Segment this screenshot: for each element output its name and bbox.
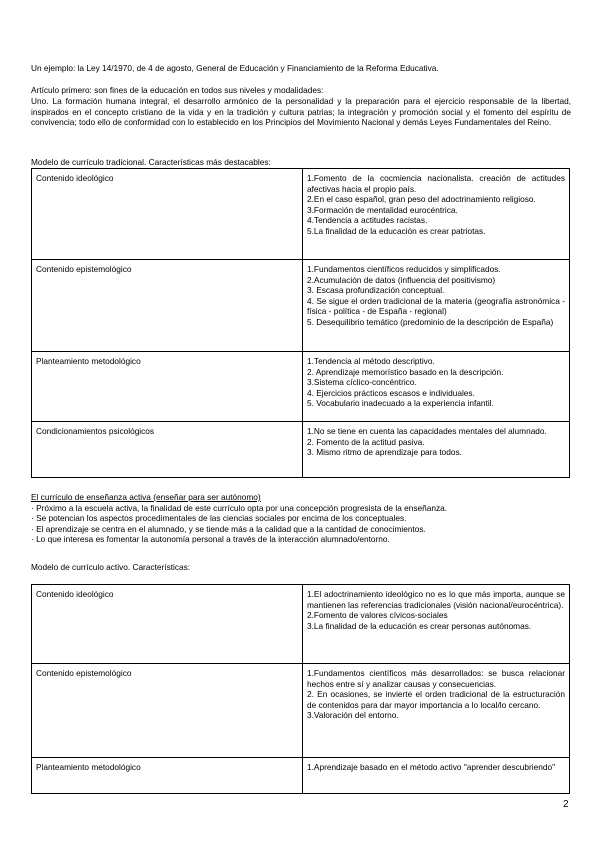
list-item: 2. Fomento de la actitud pasiva.	[307, 436, 425, 447]
bullet-item: · Próximo a la escuela activa, la finalidad de este currículo opta por una concepción progresista de la enseñanza.	[31, 502, 448, 513]
article-title: Artículo primero: son fines de la educación en todos sus niveles y modalidades:	[31, 85, 324, 95]
table-row	[32, 422, 570, 478]
bullet-item: · Se potencian los aspectos procedimentales de las ciencias sociales por encima de los conceptuales.	[31, 513, 407, 524]
list-item: 1.El adoctrinamiento ideológico no es lo que más importa, aunque se mantienen las referencias tradicionales (visión nacional/eurocéntrica).	[307, 589, 565, 610]
list-item: 1.Fundamentos científicos más desarrollados: se busca relacionar hechos entre sí y analizar causas y consecuencias.	[307, 668, 565, 689]
row-label: Contenido epistemológico	[32, 260, 303, 352]
list-item: 3.Formación de mentalidad eurocéntrica.	[307, 204, 458, 215]
list-item: 3.La finalidad de la educación es crear personas autónomas.	[307, 620, 532, 631]
list-item: 2.En el caso español, gran peso del adoctrinamiento religioso.	[307, 194, 536, 205]
list-item: 3.Sistema cíclico-concéntrico.	[307, 377, 417, 388]
row-values	[303, 352, 570, 422]
row-label: Planteamiento metodológico	[32, 758, 303, 794]
list-item: 1.Fundamentos científicos reducidos y simplificados.	[307, 264, 501, 274]
list-item: 1.Aprendizaje basado en el método activo "aprender descubriendo"	[307, 762, 556, 772]
active-model-table	[31, 584, 570, 794]
table-row	[32, 352, 570, 422]
table-row	[32, 585, 570, 664]
list-item: 2.Fomento de valores cívicos-sociales	[307, 610, 448, 621]
active-curriculum-title: El currículo de enseñanza activa (enseñar para ser autónomo)	[31, 492, 261, 502]
list-item: 1.Tendencia al método descriptivo.	[307, 356, 435, 366]
traditional-model-title: Modelo de currículo tradicional. Características más destacables:	[31, 157, 271, 167]
list-item: 5. Vocabulario inadecuado a la experiencia infantil.	[307, 398, 494, 409]
row-label: Planteamiento metodológico	[32, 352, 303, 422]
row-values	[303, 758, 570, 794]
bullet-item: · El aprendizaje se centra en el alumnado, y se tiende más a la calidad que a la cantidad de conocimientos.	[31, 523, 426, 534]
active-curriculum-section	[31, 492, 571, 545]
row-values	[303, 422, 570, 478]
list-item: 3.Valoración del entorno.	[307, 710, 399, 721]
table-row	[32, 664, 570, 758]
row-values	[303, 169, 570, 260]
table-row	[32, 169, 570, 260]
list-item: 3. Mismo ritmo de aprendizaje para todos.	[307, 447, 462, 458]
list-item: 3. Escasa profundización conceptual.	[307, 285, 445, 296]
bullet-item: · Lo que interesa es fomentar la autonomía personal a través de la interacción alumnado/entorno.	[31, 534, 390, 545]
list-item: 2. En ocasiones, se invierte el orden tradicional de la estructuración de contenidos para dar mayor importancia a lo local/lo cercano.	[307, 689, 565, 710]
list-item: 1.Fomento de la cocmiencia nacionalista. creación de actitudes afectivas hacia el propio país.	[307, 173, 565, 194]
page-number: 2	[563, 799, 569, 810]
row-values	[303, 664, 570, 758]
list-item: 5. Desequilibrio temático (predominio de la descripción de España)	[307, 316, 554, 327]
row-label: Contenido ideológico	[32, 169, 303, 260]
intro-text: Un ejemplo: la Ley 14/1970, de 4 de agosto, General de Educación y Financiamiento de la Reforma Educativa.	[31, 63, 439, 73]
table-row	[32, 260, 570, 352]
row-values	[303, 260, 570, 352]
active-model-title: Modelo de currículo activo. Características:	[31, 562, 191, 572]
traditional-model-table	[31, 168, 570, 478]
list-item: 2. Aprendizaje memorístico basado en la descripción.	[307, 366, 504, 377]
row-label: Condicionamientos psicológicos	[32, 422, 303, 478]
row-values	[303, 585, 570, 664]
list-item: 1.No se tiene en cuenta las capacidades mentales del alumnado.	[307, 426, 547, 436]
list-item: 2.Acumulación de datos (influencia del positivismo)	[307, 274, 496, 285]
article-text: Uno. La formación humana integral, el desarrollo armónico de la personalidad y la preparación para el ejercicio responsable de la libertad, inspirados en el concepto cristiano de la vida y en la tradición y cultura patrias; la integración y promoción social y el fomento del espíritu de convivencia; todo ello de conformidad con lo establecido en los Principios del Movimiento Nacional y demás Leyes Fundamentales del Reino.	[31, 96, 571, 128]
row-label: Contenido ideológico	[32, 585, 303, 664]
list-item: 4. Ejercicios prácticos escasos e individuales.	[307, 387, 475, 398]
list-item: 4.Tendencia a actitudes racistas.	[307, 215, 428, 226]
table-row	[32, 758, 570, 794]
list-item: 4. Se sigue el orden tradicional de la materia (geografía astronómica - física - política - de España - regional)	[307, 295, 565, 317]
row-label: Contenido epistemológico	[32, 664, 303, 758]
list-item: 5.La finalidad de la educación es crear patriotas.	[307, 225, 486, 236]
